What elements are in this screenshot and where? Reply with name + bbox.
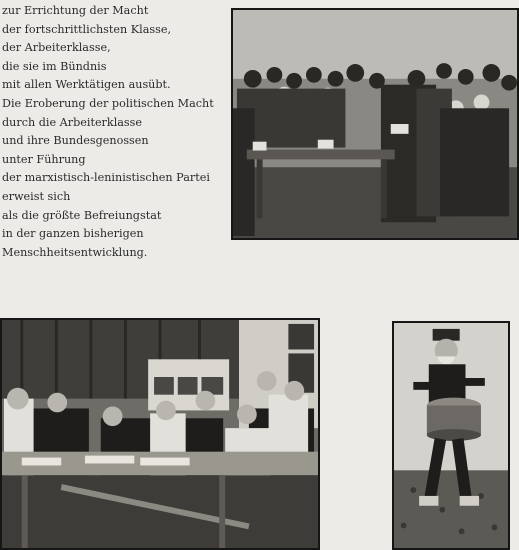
text-line: Die Eroberung der politischen Macht <box>2 96 214 110</box>
text-line: die sie im Bündnis <box>2 59 107 73</box>
text-line: unter Führung <box>2 152 86 166</box>
text-line: der marxistisch-leninistischen Partei <box>2 171 210 185</box>
text-line: der fortschrittlichsten Klasse, <box>2 22 172 36</box>
text-line: erweist sich <box>2 189 71 203</box>
text-line: in der ganzen bisherigen <box>2 227 144 241</box>
body-text <box>2 2 230 262</box>
text-line: zur Errichtung der Macht <box>2 4 149 17</box>
text-line: durch die Arbeiterklasse <box>2 115 143 129</box>
text-line: der Arbeiterklasse, <box>2 41 111 55</box>
sower-photo <box>392 321 510 550</box>
text-line: Menschheitsentwicklung. <box>2 245 148 259</box>
crowd-voting-photo <box>231 8 519 240</box>
text-line: und ihre Bundesgenossen <box>2 134 149 148</box>
table-meeting-photo <box>0 318 320 550</box>
text-line: mit allen Werktätigen ausübt. <box>2 78 171 92</box>
text-line: als die größte Befreiungstat <box>2 208 162 222</box>
